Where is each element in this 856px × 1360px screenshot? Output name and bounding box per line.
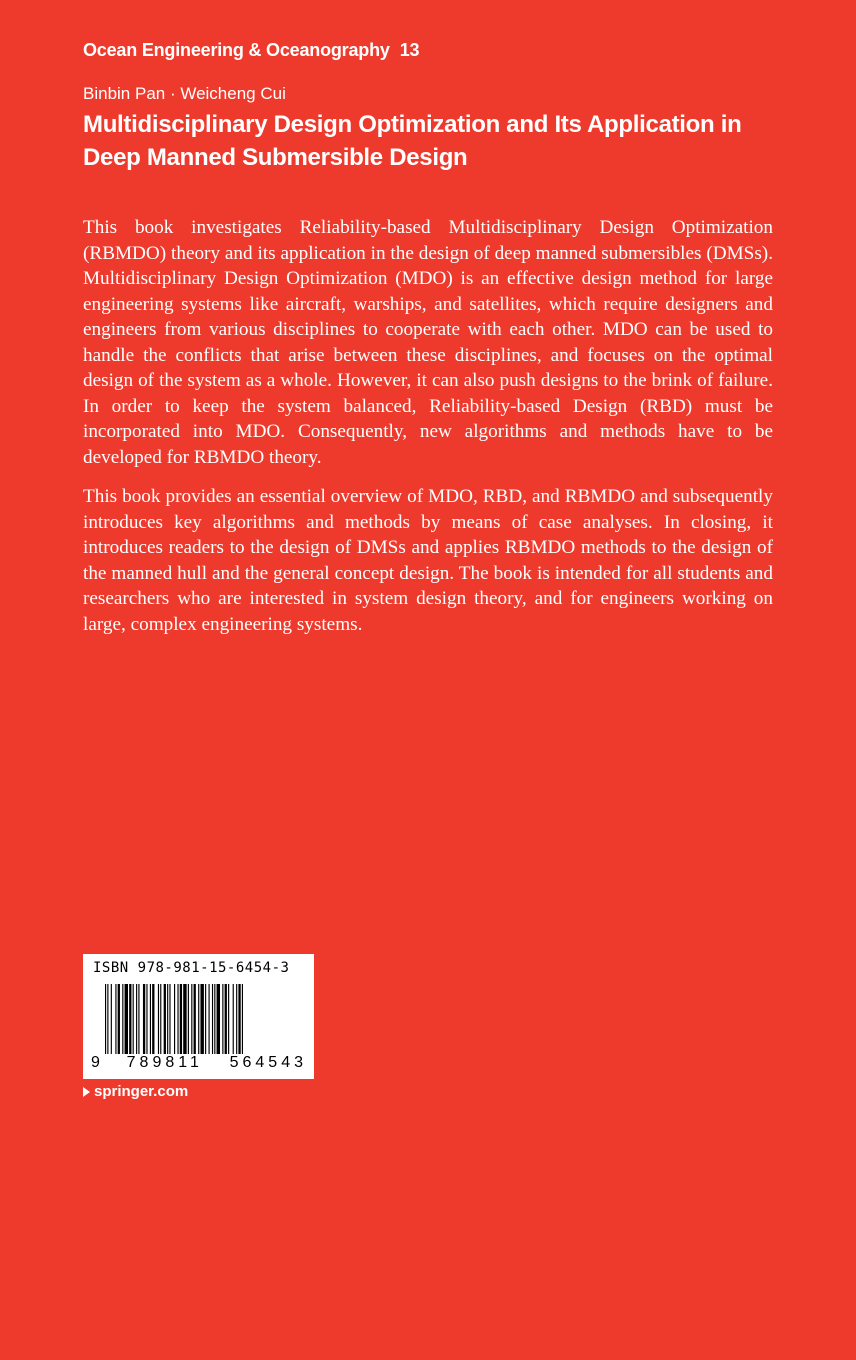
publisher-link[interactable] [83, 1083, 188, 1100]
barcode-bar [169, 984, 170, 1054]
barcode-bar [136, 984, 137, 1054]
barcode-bar [188, 984, 189, 1054]
barcode-bar [167, 984, 168, 1054]
barcode-bar [174, 984, 175, 1054]
barcode-bar [115, 984, 116, 1054]
barcode-bar [222, 984, 223, 1054]
barcode-bar [180, 984, 182, 1054]
barcode-bar [242, 984, 243, 1054]
barcode-bar [214, 984, 215, 1054]
barcode-bar [118, 984, 120, 1054]
barcode-bar [205, 984, 206, 1054]
publisher-url: springer.com [94, 1083, 189, 1100]
barcode-bar [158, 984, 159, 1054]
barcode-bar [183, 984, 186, 1054]
barcode-bar [138, 984, 139, 1054]
series-number: 13 [399, 40, 420, 60]
book-title: Multidisciplinary Design Optimization and Its Application in Deep Manned Submersible Design [83, 111, 742, 171]
barcode-bar [125, 984, 128, 1054]
barcode-digit-lead: 9 [91, 1054, 100, 1071]
barcode-bar [233, 984, 234, 1054]
barcode-bar [225, 984, 227, 1054]
barcode-bar [122, 984, 123, 1054]
blurb-paragraph: This book provides an essential overview of MDO, RBD, and RBMDO and subsequently introduces key algorithms and methods by means of case analyses. In closing, it introduces readers to the design of DMSs and applies RBMDO methods to the design of the manned hull and the general concept design. The book is intended for all students and researchers who are interested in system design theory, and for engineers working on large, complex engineering systems. [83, 486, 773, 635]
barcode-digit-right: 564543 [229, 1054, 307, 1071]
barcode-digit-left: 789811 [126, 1054, 203, 1071]
series-line [83, 40, 419, 61]
barcode-box [83, 954, 314, 1079]
barcode-bar [198, 984, 199, 1054]
barcode-bar [150, 984, 151, 1054]
barcode-bar [105, 984, 106, 1054]
barcode-bar [164, 984, 166, 1054]
barcode-bar [129, 984, 131, 1054]
barcode-bar [194, 984, 196, 1054]
barcode-bar [217, 984, 220, 1054]
barcode-bar [177, 984, 178, 1054]
barcode-bar [200, 984, 203, 1054]
barcode-bar [111, 984, 112, 1054]
barcode-bar [236, 984, 237, 1054]
barcode-image [105, 984, 293, 1054]
barcode-bar [212, 984, 213, 1054]
barcode-bar [107, 984, 108, 1054]
barcode-bar [238, 984, 240, 1054]
series-name: Ocean Engineering & Oceanography [83, 40, 390, 60]
barcode-bar [228, 984, 229, 1054]
isbn-label: ISBN 978-981-15-6454-3 [93, 960, 290, 976]
authors: Binbin Pan · Weicheng Cui [83, 84, 286, 103]
barcode-bar [209, 984, 210, 1054]
barcode-bar [146, 984, 147, 1054]
barcode-bar [133, 984, 134, 1054]
barcode-bar [160, 984, 161, 1054]
blurb [83, 215, 773, 651]
arrow-right-icon [83, 1087, 90, 1097]
barcode-digits [91, 1054, 307, 1072]
barcode-bar [143, 984, 145, 1054]
blurb-paragraph: This book investigates Reliability-based Multidisciplinary Design Optimization (RBMDO) theory and its application in the design of deep manned submersibles (DMSs). Multidisciplinary Design Optimization (MDO) is an effective design method for large engineering systems like aircraft, warships, and satellites, which require designers and engineers from various disciplines to cooperate with each other. MDO can be used to handle the conflicts that arise between these disciplines, and focuses on the optimal design of the system as a whole. However, it can also push designs to the brink of failure. In order to keep the system balanced, Reliability-based Design (RBD) must be incorporated into MDO. Consequently, new algorithms and methods have to be developed for RBMDO theory. [83, 217, 773, 468]
barcode-bar [191, 984, 192, 1054]
barcode-bar [152, 984, 154, 1054]
